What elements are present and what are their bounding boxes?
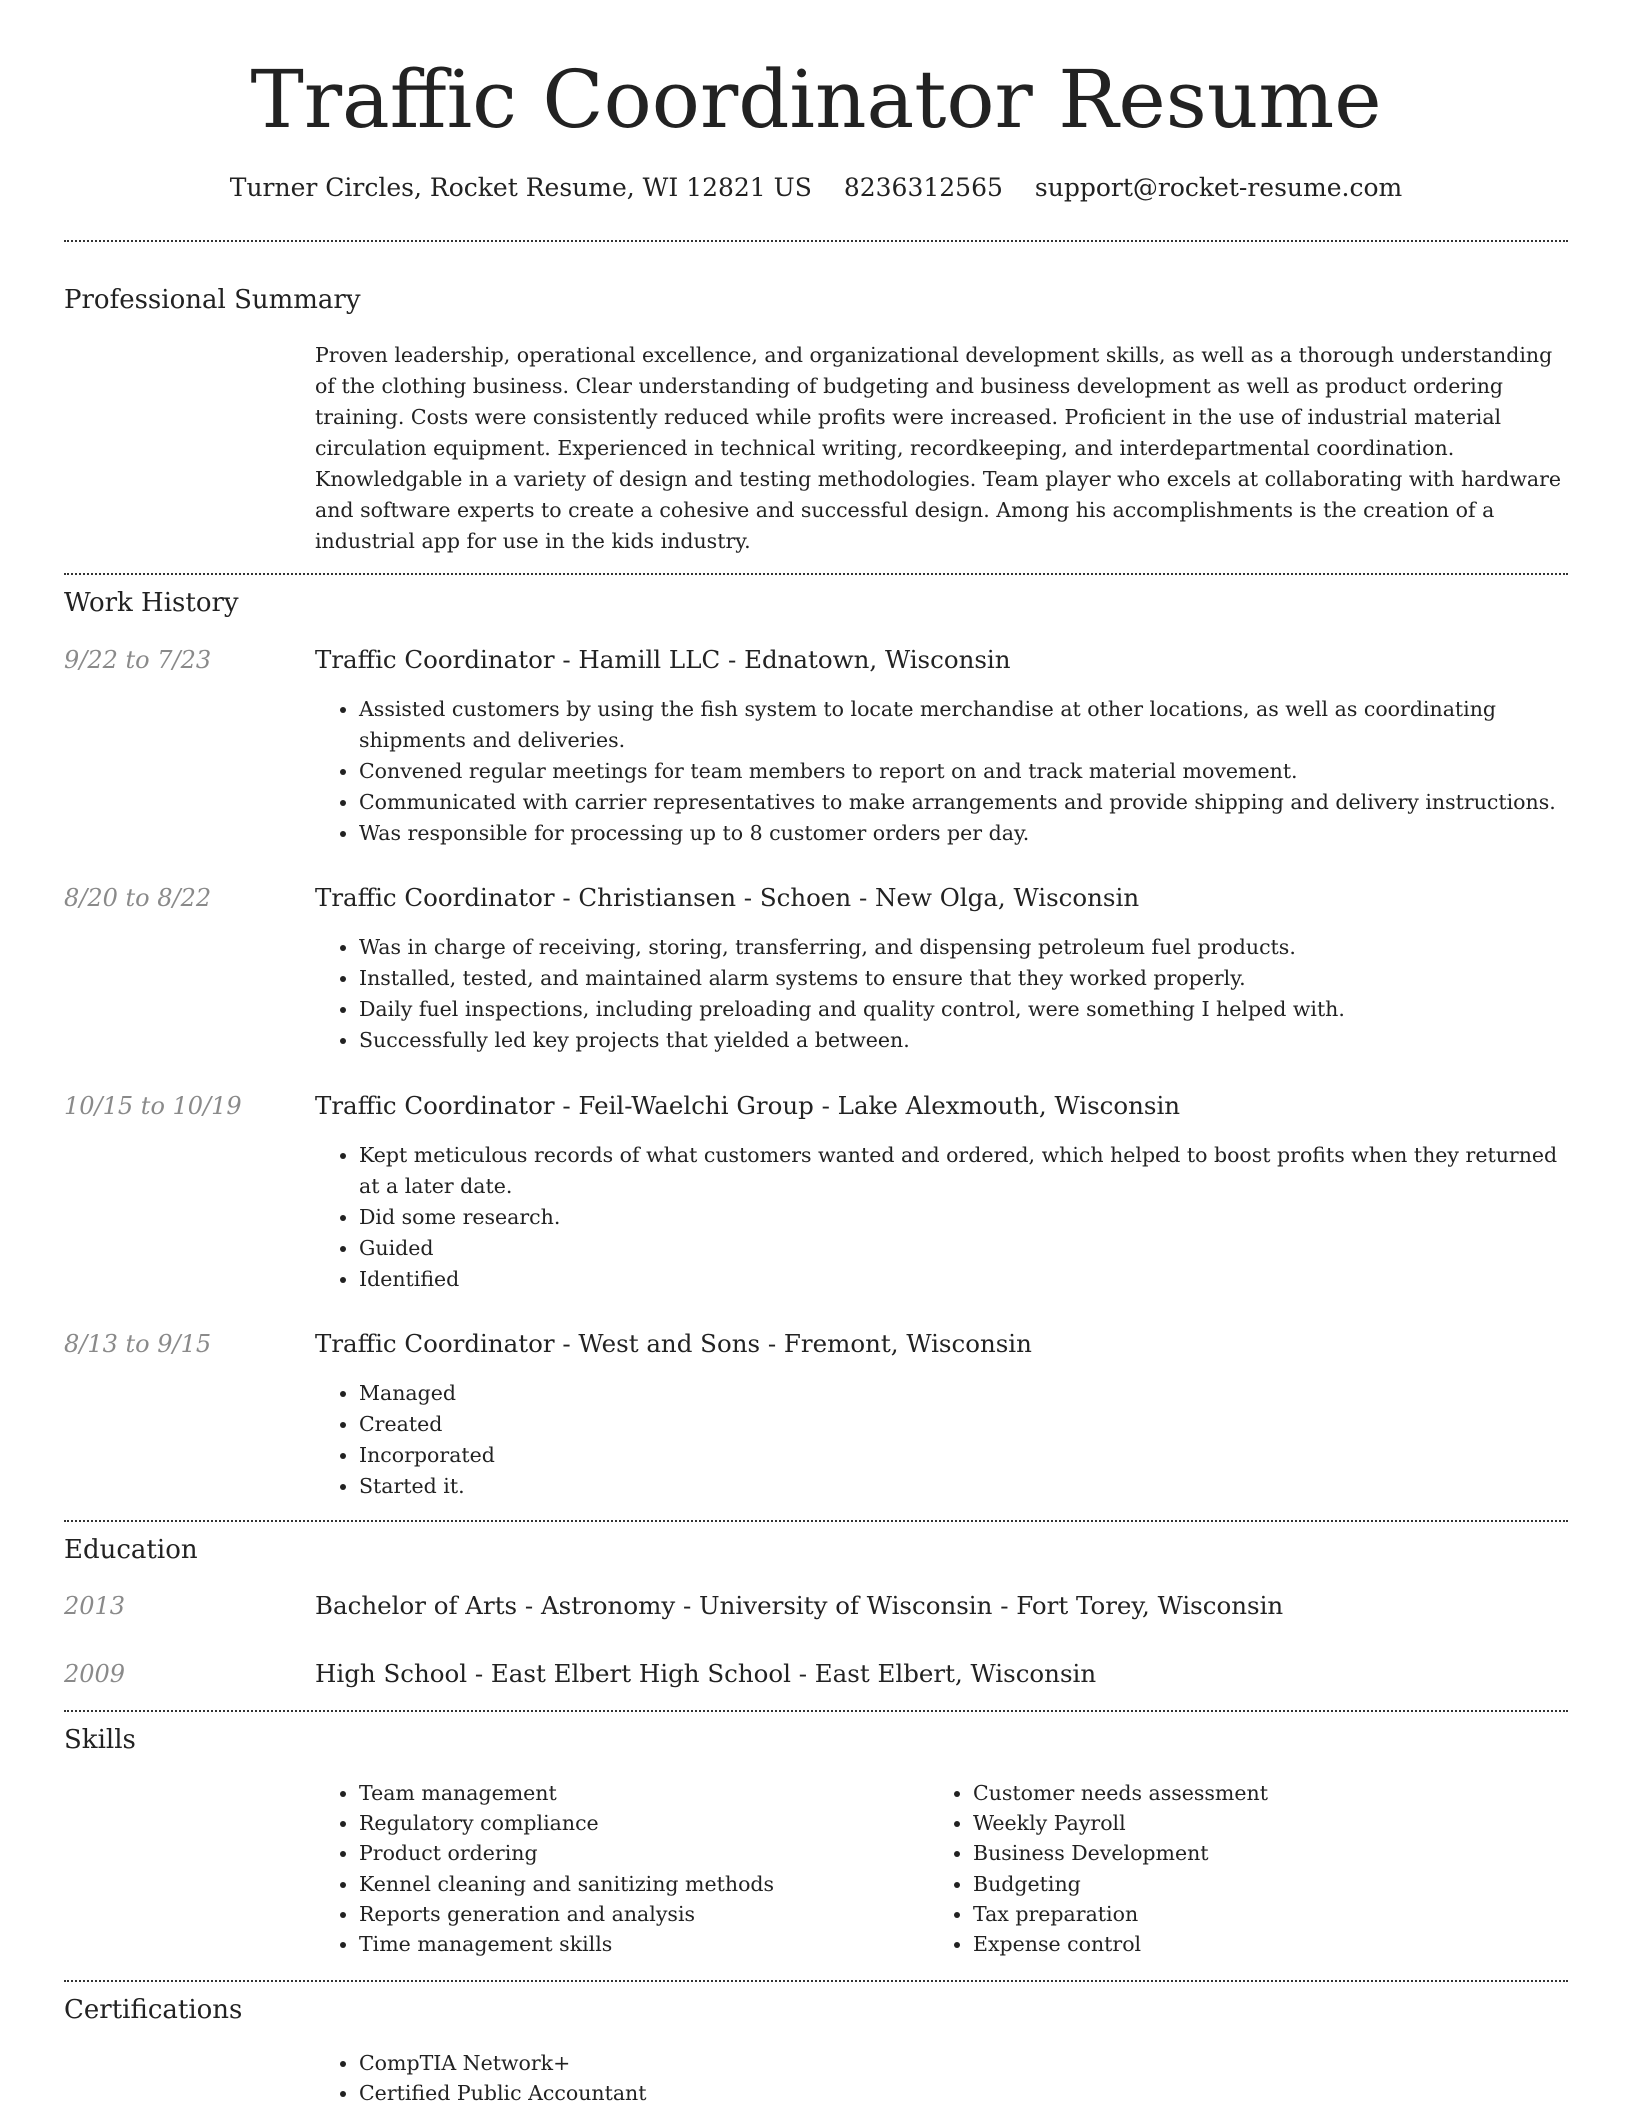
job-bullet: • Successfully led key projects that yielded a between. xyxy=(359,1025,1568,1056)
job-bullet: • Guided xyxy=(359,1233,1568,1264)
job-title: Traffic Coordinator - Hamill LLC - Ednatown, Wisconsin xyxy=(315,645,1011,674)
skill-item: • Customer needs assessment xyxy=(973,1778,1529,1808)
section-divider xyxy=(64,1710,1568,1712)
job-bullets xyxy=(315,694,1568,849)
contact-phone: 8236312565 xyxy=(843,173,1003,202)
skill-item: • Expense control xyxy=(973,1929,1529,1959)
resume-title: Traffic Coordinator Resume xyxy=(250,53,1382,146)
job-title: Traffic Coordinator - West and Sons - Fremont, Wisconsin xyxy=(315,1329,1032,1358)
job-bullet: • Daily fuel inspections, including preloading and quality control, were something I helped with. xyxy=(359,994,1568,1025)
job-bullets xyxy=(315,932,1568,1056)
job-bullet: • Communicated with carrier representatives to make arrangements and provide shipping and delivery instructions. xyxy=(359,787,1568,818)
job-bullet: • Managed xyxy=(359,1378,1568,1409)
job-bullets xyxy=(315,1140,1568,1295)
skills-list-right xyxy=(929,1778,1529,1959)
contact-address: Turner Circles, Rocket Resume, WI 12821 US xyxy=(229,173,812,202)
skill-item: • Team management xyxy=(359,1778,915,1808)
job-bullets xyxy=(315,1378,1568,1502)
education-year: 2009 xyxy=(64,1660,126,1688)
skill-item: • Tax preparation xyxy=(973,1899,1529,1929)
education-year: 2013 xyxy=(64,1592,126,1620)
work-history-heading: Work History xyxy=(64,588,239,618)
job-bullet: • Was in charge of receiving, storing, transferring, and dispensing petroleum fuel products. xyxy=(359,932,1568,963)
section-divider xyxy=(64,1980,1568,1982)
contact-email: support@rocket-resume.com xyxy=(1034,173,1403,202)
certifications-heading: Certifications xyxy=(64,1995,243,2025)
skill-item: • Regulatory compliance xyxy=(359,1808,915,1838)
job-dates: 10/15 to 10/19 xyxy=(64,1092,242,1120)
job-bullet: • Identified xyxy=(359,1264,1568,1295)
job-bullet: • Assisted customers by using the fish system to locate merchandise at other locations, as well as coordinating shipments and deliveries. xyxy=(359,694,1568,756)
job-bullet: • Was responsible for processing up to 8 customer orders per day. xyxy=(359,818,1568,849)
job-bullet: • Installed, tested, and maintained alarm systems to ensure that they worked properly. xyxy=(359,963,1568,994)
section-divider xyxy=(64,240,1568,242)
job-bullet: • Created xyxy=(359,1409,1568,1440)
job-bullet: • Started it. xyxy=(359,1471,1568,1502)
summary-heading: Professional Summary xyxy=(64,285,361,315)
contact-line xyxy=(0,170,1632,206)
job-title: Traffic Coordinator - Christiansen - Schoen - New Olga, Wisconsin xyxy=(315,883,1140,912)
job-bullet: • Convened regular meetings for team members to report on and track material movement. xyxy=(359,756,1568,787)
job-dates: 8/20 to 8/22 xyxy=(64,884,212,912)
education-heading: Education xyxy=(64,1535,198,1565)
education-title: Bachelor of Arts - Astronomy - University of Wisconsin - Fort Torey, Wisconsin xyxy=(315,1591,1284,1620)
education-title: High School - East Elbert High School - East Elbert, Wisconsin xyxy=(315,1659,1097,1688)
skill-item: • Budgeting xyxy=(973,1869,1529,1899)
job-dates: 9/22 to 7/23 xyxy=(64,646,212,674)
certifications-list xyxy=(315,2048,1568,2108)
job-bullet: • Incorporated xyxy=(359,1440,1568,1471)
skill-item: • Weekly Payroll xyxy=(973,1808,1529,1838)
summary-text: Proven leadership, operational excellence, and organizational development skills, as well as a thorough understanding of the clothing business. Clear understanding of budgeting and business development as well as product ordering training. Costs were consistently reduced while profits were increased. Proficient in the use of industrial material circulation equipment. Experienced in technical writing, recordkeeping, and interdepartmental coordination. Knowledgable in a variety of design and testing methodologies. Team player who excels at collaborating with hardware and software experts to create a cohesive and successful design. Among his accomplishments is the creation of a industrial app for use in the kids industry. xyxy=(315,343,1562,553)
certification-item: • Certified Public Accountant xyxy=(359,2078,1568,2108)
job-dates: 8/13 to 9/15 xyxy=(64,1330,212,1358)
skills-heading: Skills xyxy=(64,1725,136,1755)
job-bullet: • Did some research. xyxy=(359,1202,1568,1233)
skill-item: • Business Development xyxy=(973,1838,1529,1868)
skills-list-left xyxy=(315,1778,915,1959)
section-divider xyxy=(64,573,1568,575)
skill-item: • Reports generation and analysis xyxy=(359,1899,915,1929)
job-title: Traffic Coordinator - Feil-Waelchi Group - Lake Alexmouth, Wisconsin xyxy=(315,1091,1181,1120)
skill-item: • Product ordering xyxy=(359,1838,915,1868)
job-bullet: • Kept meticulous records of what customers wanted and ordered, which helped to boost profits when they returned at a later date. xyxy=(359,1140,1568,1202)
skill-item: • Kennel cleaning and sanitizing methods xyxy=(359,1869,915,1899)
section-divider xyxy=(64,1520,1568,1522)
certification-item: • CompTIA Network+ xyxy=(359,2048,1568,2078)
skill-item: • Time management skills xyxy=(359,1929,915,1959)
